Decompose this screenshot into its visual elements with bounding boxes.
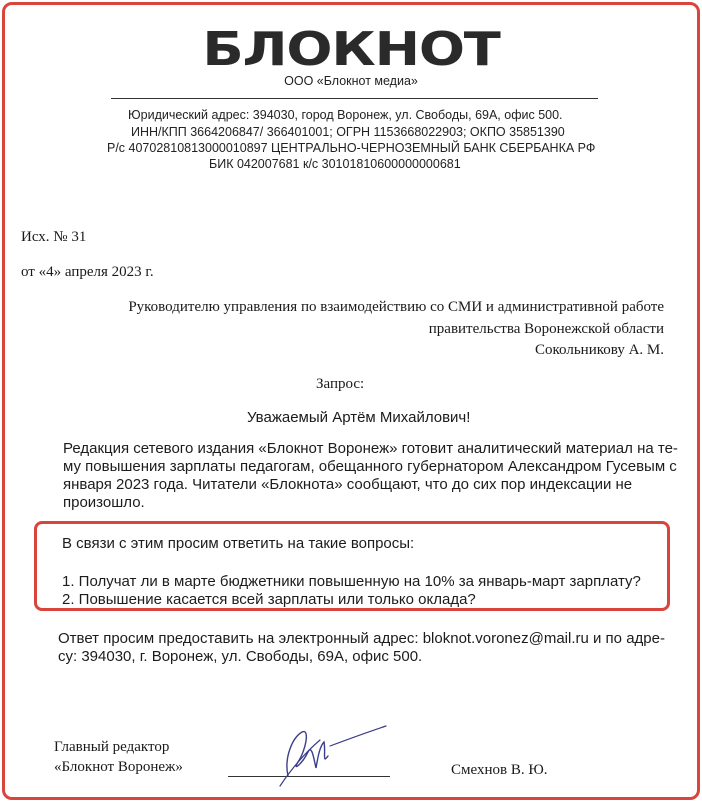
question-item: 2. Повышение касается всей зарплаты или только оклада? [62, 591, 476, 608]
header-divider [111, 98, 598, 99]
request-title: Запрос: [316, 376, 365, 392]
signatory-name: Смехнов В. Ю. [451, 762, 548, 778]
body-line: произошло. [63, 494, 145, 511]
requisites-line: БИК 042007681 к/с 30101810600000000681 [209, 157, 461, 171]
body-line: января 2023 года. Читатели «Блокнота» сообщают, что до сих пор индексации не [63, 476, 633, 493]
addressee-line: Сокольникову А. М. [535, 342, 664, 358]
requisites-line: ИНН/КПП 3664206847/ 366401001; ОГРН 1153668022903; ОКПО 35851390 [131, 125, 565, 139]
reply-line: су: 394030, г. Воронеж, ул. Свободы, 69А, офис 500. [58, 648, 423, 665]
company-name: ООО «Блокнот медиа» [284, 74, 418, 88]
body-line: му повышения зарплаты педагогам, обещанного губернатором Александром Гусевым с [63, 458, 677, 475]
body-line: Редакция сетевого издания «Блокнот Воронеж» готовит аналитический материал на те- [63, 440, 678, 457]
outgoing-date: от «4» апреля 2023 г. [21, 264, 154, 280]
greeting: Уважаемый Артём Михайлович! [247, 409, 471, 426]
body-paragraph [63, 440, 678, 512]
reply-line: Ответ просим предоставить на электронный адрес: bloknot.voronez@mail.ru и по адре- [58, 630, 665, 647]
addressee-line: правительства Воронежской области [428, 321, 664, 337]
outgoing-number: Исх. № 31 [21, 229, 87, 245]
question-item: 1. Получат ли в марте бюджетники повышенную на 10% за январь-март зарплату? [62, 573, 641, 590]
signature-position: «Блокнот Воронеж» [54, 759, 183, 775]
addressee-line: Руководителю управления по взаимодействию со СМИ и административной работе [128, 299, 664, 315]
questions-intro: В связи с этим просим ответить на такие вопросы: [62, 535, 415, 552]
handwritten-signature [262, 716, 392, 788]
logo: БЛОКНОТ [202, 22, 500, 76]
requisites-line: Юридический адрес: 394030, город Воронеж, ул. Свободы, 69А, офис 500. [128, 108, 563, 122]
requisites-line: Р/с 40702810813000010897 ЦЕНТРАЛЬНО-ЧЕРНОЗЕМНЫЙ БАНК СБЕРБАНКА РФ [107, 141, 596, 155]
signature-position: Главный редактор [54, 739, 170, 755]
reply-paragraph [58, 630, 665, 666]
